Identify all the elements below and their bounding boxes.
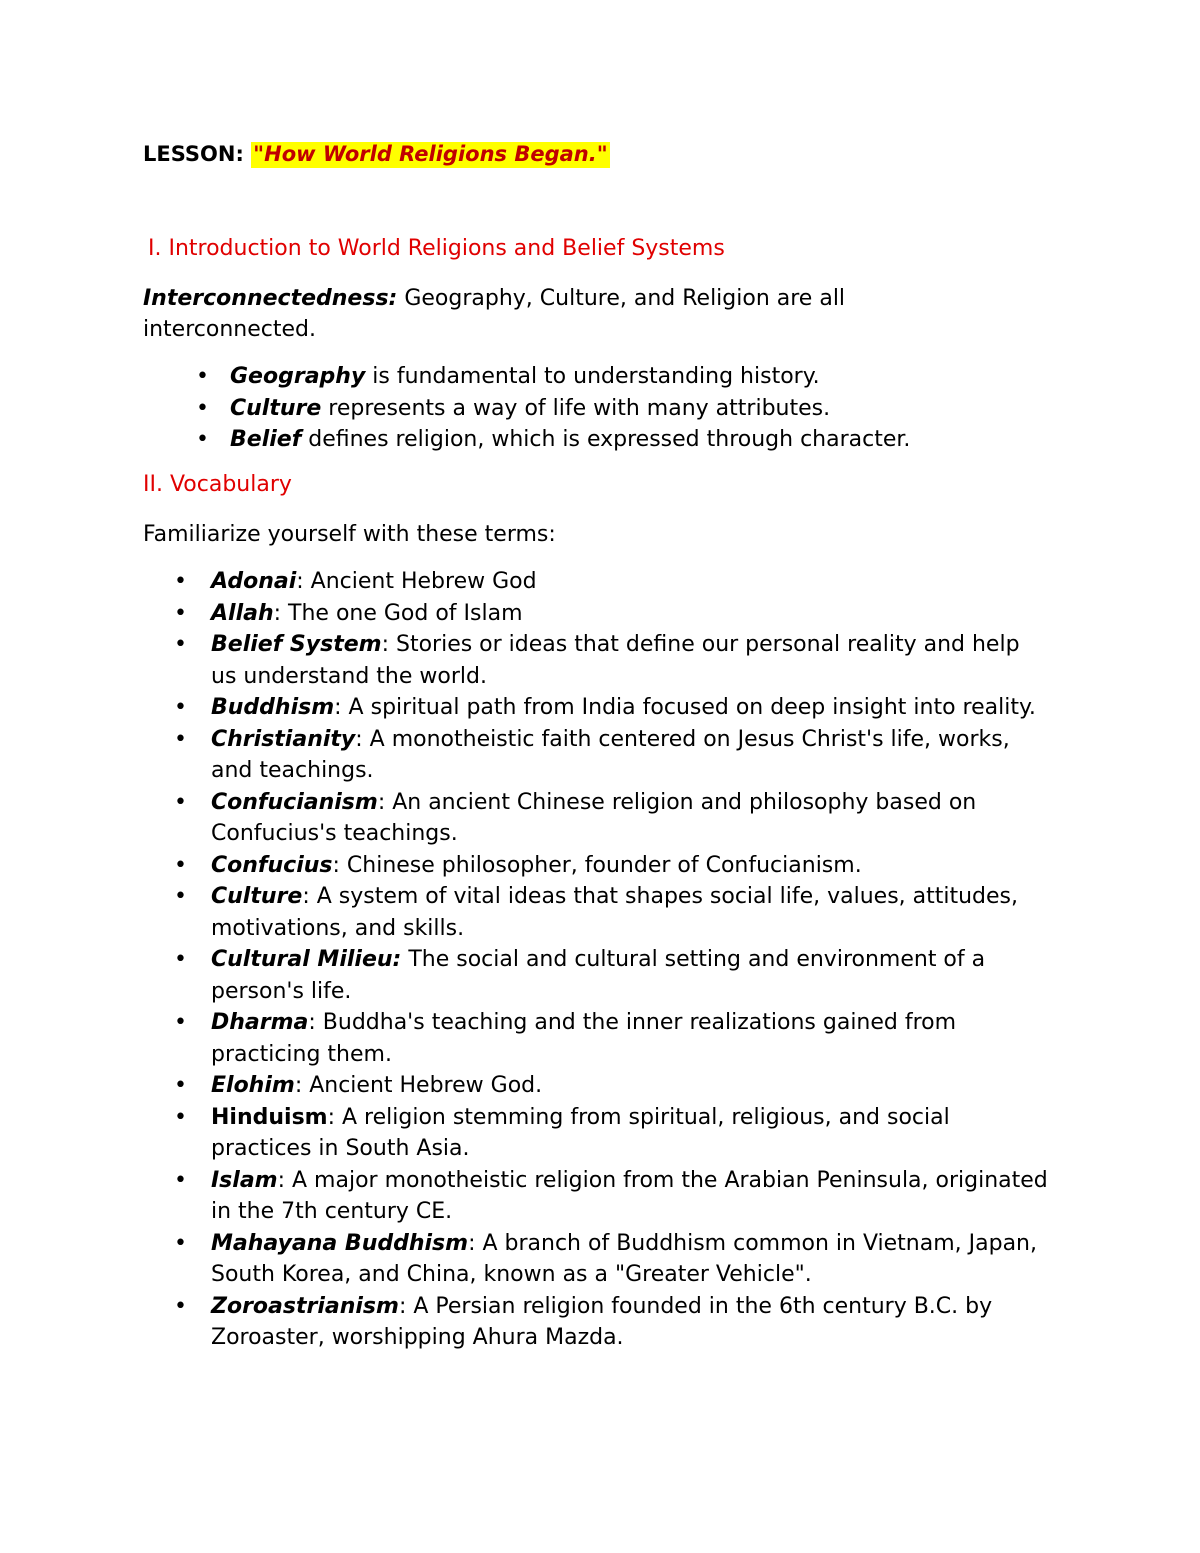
section-heading-introduction: I. Introduction to World Religions and Belief Systems xyxy=(148,236,725,261)
vocab-item xyxy=(0,1165,1051,1228)
vocab-item xyxy=(0,1102,1051,1165)
vocab-term: Zoroastrianism xyxy=(211,1293,399,1319)
bullet-icon: • xyxy=(196,427,209,452)
bullet-icon: • xyxy=(174,632,187,657)
vocab-term: Islam xyxy=(211,1167,278,1193)
vocab-item xyxy=(0,944,1051,1007)
vocab-term: Dharma xyxy=(211,1010,309,1035)
lesson-name-highlight: "How World Religions Began." xyxy=(253,142,608,166)
vocab-definition: : A religion stemming from spiritual, religious, and social practices in South Asia. xyxy=(211,1104,950,1161)
bullet-icon: • xyxy=(174,1010,187,1035)
bullet-icon: • xyxy=(174,1104,187,1130)
bullet-icon: • xyxy=(174,1293,187,1319)
item-text: defines religion, which is expressed through character. xyxy=(301,427,911,452)
vocab-item xyxy=(0,598,1051,630)
vocabulary-list xyxy=(0,566,1051,1354)
intro-text: Geography, Culture, and Religion are all interconnected. xyxy=(143,286,846,342)
vocab-term: Adonai xyxy=(211,569,297,594)
vocab-definition: : A system of vital ideas that shapes social life, values, attitudes, motivations, and skills. xyxy=(211,884,1019,941)
vocab-definition: : Ancient Hebrew God xyxy=(296,569,537,594)
vocab-item xyxy=(0,566,1051,598)
lesson-title xyxy=(143,142,610,166)
bullet-icon: • xyxy=(174,789,187,815)
vocab-term: Hinduism xyxy=(211,1104,328,1130)
vocab-term: Elohim xyxy=(211,1073,295,1098)
intro-term: Interconnectedness: xyxy=(143,286,398,311)
vocab-definition: : The one God of Islam xyxy=(273,600,523,626)
vocab-definition: : A spiritual path from India focused on deep insight into reality. xyxy=(334,695,1036,720)
bullet-icon: • xyxy=(174,1167,187,1193)
vocab-item xyxy=(0,724,1051,787)
introduction-bullet-list xyxy=(0,361,910,456)
vocab-term: Culture xyxy=(211,884,303,909)
bullet-icon: • xyxy=(174,600,187,626)
bullet-icon: • xyxy=(174,852,187,878)
vocab-definition: : A major monotheistic religion from the Arabian Peninsula, originated in the 7th century CE. xyxy=(211,1167,1048,1224)
item-term: Belief xyxy=(230,427,302,452)
bullet-icon: • xyxy=(174,884,187,909)
vocab-term: Buddhism xyxy=(211,695,335,720)
bullet-icon: • xyxy=(174,695,187,720)
interconnectedness-paragraph xyxy=(143,283,943,345)
vocab-definition: : A Persian religion founded in the 6th century B.C. by Zoroaster, worshipping Ahura Mazda. xyxy=(211,1293,993,1350)
vocab-item xyxy=(0,1070,1051,1102)
vocabulary-intro: Familiarize yourself with these terms: xyxy=(143,522,556,547)
vocab-term: Christianity xyxy=(211,726,356,752)
bullet-icon: • xyxy=(174,1230,187,1256)
bullet-icon: • xyxy=(196,395,209,421)
vocab-term: Belief System xyxy=(211,632,382,657)
list-item xyxy=(0,393,910,425)
vocab-definition: : Ancient Hebrew God. xyxy=(294,1073,543,1098)
vocab-item xyxy=(0,850,1051,882)
vocab-item xyxy=(0,1007,1051,1070)
list-item xyxy=(0,361,910,393)
vocab-item xyxy=(0,1291,1051,1354)
vocab-term: Cultural Milieu: xyxy=(211,947,402,972)
vocab-term: Mahayana Buddhism xyxy=(211,1230,469,1256)
item-text: is fundamental to understanding history. xyxy=(365,364,820,389)
item-term: Geography xyxy=(230,364,366,389)
vocab-term: Allah xyxy=(211,600,274,626)
bullet-icon: • xyxy=(174,947,187,972)
vocab-item xyxy=(0,881,1051,944)
item-term: Culture xyxy=(230,395,322,421)
vocab-item xyxy=(0,629,1051,692)
vocab-term: Confucianism xyxy=(211,789,378,815)
vocab-item xyxy=(0,692,1051,724)
vocab-definition: : Chinese philosopher, founder of Confucianism. xyxy=(332,852,862,878)
vocab-definition: : A monotheistic faith centered on Jesus Christ's life, works, and teachings. xyxy=(211,726,1010,783)
vocab-definition: The social and cultural setting and environment of a person's life. xyxy=(211,947,986,1004)
vocab-definition: : Stories or ideas that define our personal reality and help us understand the world. xyxy=(211,632,1020,689)
vocab-definition: : A branch of Buddhism common in Vietnam, Japan, South Korea, and China, known as a "Greater Vehicle". xyxy=(211,1230,1037,1287)
bullet-icon: • xyxy=(174,1073,187,1098)
list-item xyxy=(0,424,910,456)
section-heading-vocabulary: II. Vocabulary xyxy=(143,472,292,497)
vocab-item xyxy=(0,787,1051,850)
vocab-item xyxy=(0,1228,1051,1291)
vocab-definition: : Buddha's teaching and the inner realizations gained from practicing them. xyxy=(211,1010,957,1067)
lesson-label: LESSON: xyxy=(143,142,244,166)
vocab-term: Confucius xyxy=(211,852,333,878)
bullet-icon: • xyxy=(174,569,187,594)
bullet-icon: • xyxy=(196,364,209,389)
bullet-icon: • xyxy=(174,726,187,752)
item-text: represents a way of life with many attributes. xyxy=(321,395,831,421)
vocab-definition: : An ancient Chinese religion and philosophy based on Confucius's teachings. xyxy=(211,789,977,846)
